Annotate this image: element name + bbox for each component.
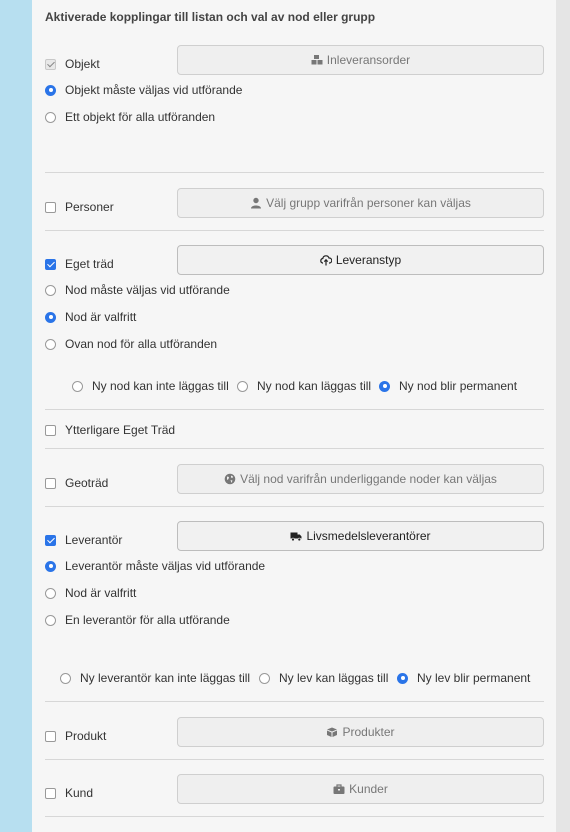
radio-label: Ny leverantör kan inte läggas till <box>80 671 251 685</box>
leverantor-button-label: Livsmedelsleverantörer <box>306 529 431 543</box>
cloud-upload-icon <box>320 254 332 266</box>
radio-label: Ny lev blir permanent <box>417 671 531 685</box>
geotrad-checkbox[interactable] <box>45 476 108 490</box>
checkbox-box[interactable] <box>45 425 56 436</box>
divider <box>45 759 544 760</box>
checkbox-box[interactable] <box>45 731 56 742</box>
radio-label: Ny nod blir permanent <box>399 379 518 393</box>
ytterligare-label: Ytterligare Eget Träd <box>65 423 176 437</box>
box-icon <box>326 726 338 738</box>
personer-button-label: Välj grupp varifrån personer kan väljas <box>266 196 471 210</box>
kund-checkbox[interactable] <box>45 786 93 800</box>
objekt-button-label: Inleveransorder <box>326 53 411 67</box>
checkbox-box[interactable] <box>45 59 56 70</box>
divider <box>45 506 544 507</box>
eget-trad-label: Eget träd <box>65 257 114 271</box>
kund-button[interactable] <box>177 774 544 804</box>
radio-circle[interactable] <box>45 312 56 323</box>
radio-circle[interactable] <box>45 561 56 572</box>
leverantor-label: Leverantör <box>65 533 123 547</box>
radio-circle[interactable] <box>60 673 71 684</box>
radio-label: Ny lev kan läggas till <box>279 671 389 685</box>
geotrad-button-label: Välj nod varifrån underliggande noder kan väljas <box>240 472 497 486</box>
produkt-button[interactable] <box>177 717 544 747</box>
objekt-radio-1[interactable] <box>45 83 242 97</box>
kund-label: Kund <box>65 786 94 800</box>
radio-label: Nod är valfritt <box>65 586 137 600</box>
geotrad-button[interactable] <box>177 464 544 494</box>
briefcase-icon <box>333 783 345 795</box>
radio-label: Nod måste väljas vid utförande <box>65 283 230 297</box>
eget-trad-button[interactable] <box>177 245 544 275</box>
radio-label: Objekt måste väljas vid utförande <box>65 83 243 97</box>
leverantor-radio-1[interactable] <box>45 559 265 573</box>
section-title: Aktiverade kopplingar till listan och val av nod eller grupp <box>45 10 376 24</box>
radio-circle[interactable] <box>45 85 56 96</box>
radio-circle[interactable] <box>397 673 408 684</box>
ytterligare-checkbox[interactable] <box>45 423 175 437</box>
eget-trad-node-radio-3[interactable] <box>379 379 517 393</box>
divider <box>45 230 544 231</box>
radio-label: Ny nod kan läggas till <box>257 379 372 393</box>
eget-trad-node-radio-2[interactable] <box>237 379 371 393</box>
objekt-button[interactable] <box>177 45 544 75</box>
radio-circle[interactable] <box>45 339 56 350</box>
leverantor-new-radio-3[interactable] <box>397 671 530 685</box>
radio-circle[interactable] <box>237 381 248 392</box>
kund-button-label: Kunder <box>349 782 388 796</box>
scrollbar-track[interactable] <box>556 0 570 832</box>
radio-circle[interactable] <box>259 673 270 684</box>
radio-circle[interactable] <box>45 285 56 296</box>
settings-panel <box>32 0 556 832</box>
eget-trad-radio-2[interactable] <box>45 310 136 324</box>
divider <box>45 816 544 817</box>
left-accent-bar <box>0 0 32 832</box>
objekt-radio-2[interactable] <box>45 110 215 124</box>
user-icon <box>250 197 262 209</box>
eget-trad-node-radio-1[interactable] <box>72 379 229 393</box>
radio-label: Nod är valfritt <box>65 310 137 324</box>
radio-circle[interactable] <box>45 615 56 626</box>
personer-checkbox[interactable] <box>45 200 114 214</box>
radio-circle[interactable] <box>45 588 56 599</box>
radio-label: Leverantör måste väljas vid utförande <box>65 559 266 573</box>
divider <box>45 172 544 173</box>
leverantor-checkbox[interactable] <box>45 533 122 547</box>
radio-circle[interactable] <box>45 112 56 123</box>
radio-circle[interactable] <box>72 381 83 392</box>
objekt-checkbox[interactable] <box>45 57 100 71</box>
eget-trad-radio-1[interactable] <box>45 283 230 297</box>
leverantor-new-radio-1[interactable] <box>60 671 250 685</box>
radio-label: Ovan nod för alla utföranden <box>65 337 218 351</box>
radio-circle[interactable] <box>379 381 390 392</box>
produkt-checkbox[interactable] <box>45 729 106 743</box>
eget-trad-button-label: Leveranstyp <box>335 253 402 267</box>
leverantor-new-radio-2[interactable] <box>259 671 388 685</box>
divider <box>45 409 544 410</box>
checkbox-box[interactable] <box>45 478 56 489</box>
cubes-icon <box>311 54 323 66</box>
divider <box>45 448 544 449</box>
produkt-label: Produkt <box>65 729 107 743</box>
globe-icon <box>224 473 236 485</box>
radio-label: Ett objekt för alla utföranden <box>65 110 216 124</box>
leverantor-button[interactable] <box>177 521 544 551</box>
checkbox-box[interactable] <box>45 788 56 799</box>
objekt-label: Objekt <box>65 57 100 71</box>
personer-button[interactable] <box>177 188 544 218</box>
eget-trad-checkbox[interactable] <box>45 257 114 271</box>
truck-icon <box>290 530 302 542</box>
personer-label: Personer <box>65 200 114 214</box>
radio-label: En leverantör för alla utförande <box>65 613 230 627</box>
leverantor-radio-2[interactable] <box>45 586 136 600</box>
produkt-button-label: Produkter <box>342 725 395 739</box>
checkbox-box[interactable] <box>45 202 56 213</box>
divider <box>45 701 544 702</box>
eget-trad-radio-3[interactable] <box>45 337 217 351</box>
geotrad-label: Geoträd <box>65 476 109 490</box>
checkbox-box[interactable] <box>45 259 56 270</box>
checkbox-box[interactable] <box>45 535 56 546</box>
radio-label: Ny nod kan inte läggas till <box>92 379 229 393</box>
leverantor-radio-3[interactable] <box>45 613 230 627</box>
